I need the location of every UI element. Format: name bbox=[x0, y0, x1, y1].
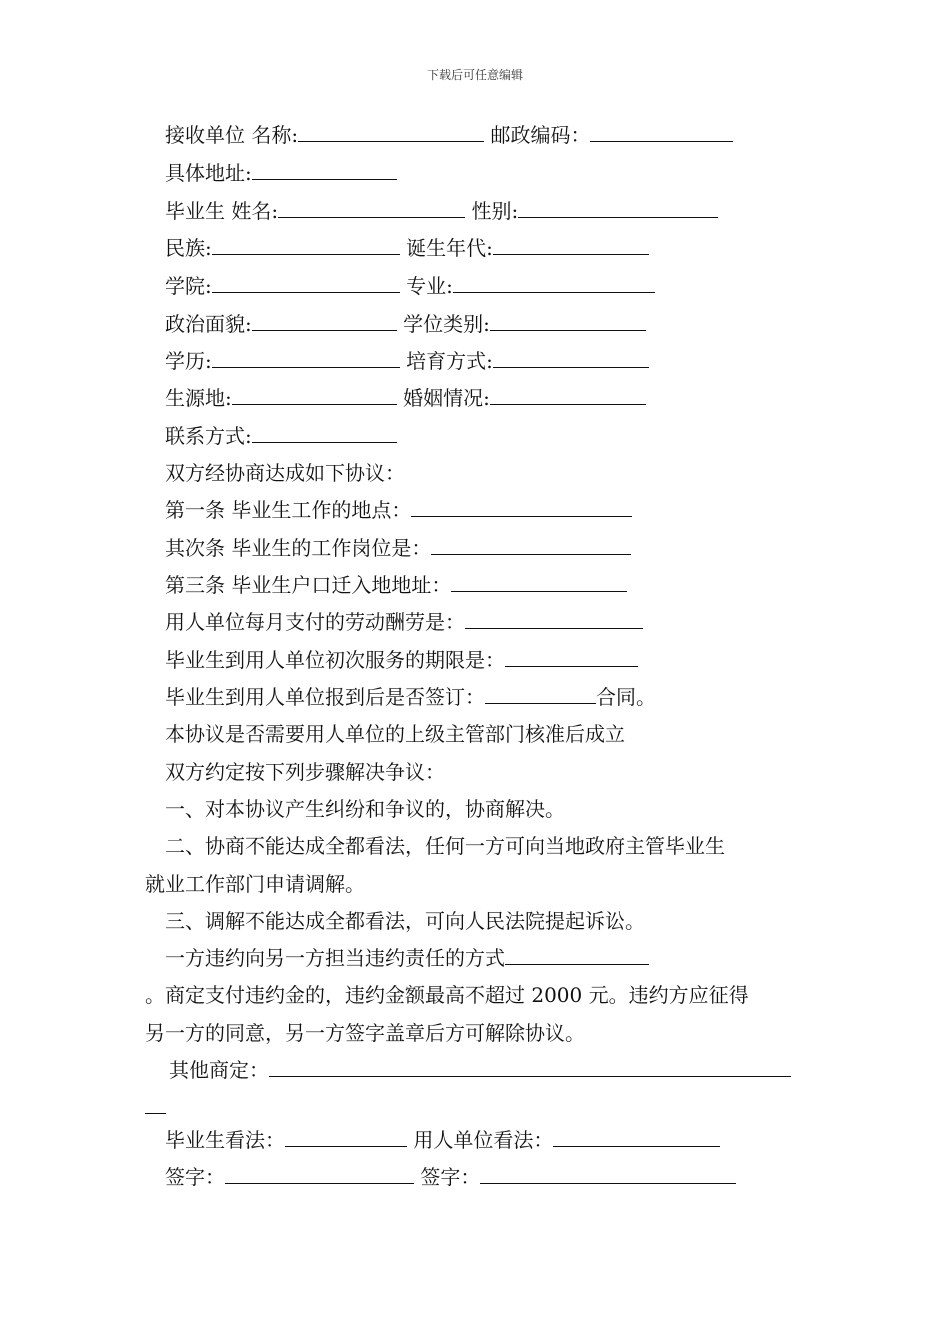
graduate-name-blank bbox=[278, 199, 465, 218]
address-label: 具体地址: bbox=[165, 161, 252, 185]
postal-code-blank bbox=[590, 123, 733, 142]
work-location-blank bbox=[411, 498, 632, 517]
salary-line bbox=[165, 609, 643, 635]
page-header: 下载后可任意编辑 bbox=[426, 68, 523, 82]
contract-suffix: 合同。 bbox=[596, 685, 656, 709]
dispute-step-3: 三、调解不能达成全都看法，可向人民法院提起诉讼。 bbox=[165, 909, 645, 933]
employer-signature-blank bbox=[480, 1165, 736, 1184]
article-1-line bbox=[165, 497, 632, 523]
contract-label: 毕业生到用人单位报到后是否签订： bbox=[165, 685, 485, 709]
ethnicity-line bbox=[165, 235, 649, 261]
breach-label: 一方违约向另一方担当违约责任的方式 bbox=[165, 946, 505, 970]
contact-line bbox=[165, 423, 397, 449]
breach-line bbox=[165, 945, 649, 971]
origin-blank bbox=[232, 386, 397, 405]
service-term-line bbox=[165, 647, 638, 673]
graduate-name-line bbox=[165, 198, 718, 224]
marital-status-blank bbox=[490, 386, 646, 405]
employer-signature-label: 签字： bbox=[414, 1165, 481, 1189]
training-mode-label: 培育方式: bbox=[399, 349, 493, 373]
dispute-step-2: 二、协商不能达成全都看法，任何一方可向当地政府主管毕业生 bbox=[165, 834, 725, 858]
opinions-line bbox=[165, 1127, 720, 1153]
contract-line bbox=[165, 684, 656, 710]
other-terms-label: 其他商定： bbox=[169, 1058, 269, 1082]
approval-line: 本协议是否需要用人单位的上级主管部门核准后成立 bbox=[165, 722, 625, 746]
graduate-signature-label: 签字： bbox=[165, 1165, 225, 1189]
article-1-label: 第一条 毕业生工作的地点： bbox=[165, 498, 412, 522]
graduate-opinion-blank bbox=[285, 1128, 407, 1147]
education-label: 学历: bbox=[165, 349, 212, 373]
article-2-line bbox=[165, 535, 631, 561]
other-terms-line bbox=[169, 1057, 791, 1083]
service-term-blank bbox=[505, 648, 638, 667]
birth-year-label: 诞生年代: bbox=[399, 236, 493, 260]
political-status-blank bbox=[252, 312, 397, 331]
breach-blank bbox=[505, 946, 649, 965]
education-blank bbox=[212, 349, 400, 368]
marital-status-label: 婚姻情况: bbox=[396, 386, 490, 410]
graduate-opinion-label: 毕业生看法： bbox=[165, 1128, 285, 1152]
address-line bbox=[165, 160, 397, 186]
major-blank bbox=[453, 274, 655, 293]
contact-blank bbox=[252, 424, 397, 443]
article-3-label: 第三条 毕业生户口迁入地地址： bbox=[165, 573, 452, 597]
address-blank bbox=[252, 161, 397, 180]
unit-name-blank bbox=[298, 123, 484, 142]
degree-type-blank bbox=[490, 312, 646, 331]
ethnicity-label: 民族: bbox=[165, 236, 212, 260]
college-line bbox=[165, 273, 655, 299]
graduate-name-label: 毕业生 姓名: bbox=[165, 199, 279, 223]
other-terms-blank bbox=[269, 1058, 791, 1077]
origin-label: 生源地: bbox=[165, 386, 232, 410]
dispute-step-1: 一、对本协议产生纠纷和争议的，协商解决。 bbox=[165, 797, 565, 821]
political-status-label: 政治面貌: bbox=[165, 312, 252, 336]
degree-type-label: 学位类别: bbox=[396, 312, 490, 336]
other-terms-continuation bbox=[145, 1094, 166, 1120]
gender-blank bbox=[518, 199, 718, 218]
postal-code-label: 邮政编码： bbox=[484, 123, 591, 147]
gender-label: 性别: bbox=[465, 199, 519, 223]
termination-line: 另一方的同意，另一方签字盖章后方可解除协议。 bbox=[145, 1021, 585, 1045]
salary-blank bbox=[465, 610, 643, 629]
dispute-step-2-cont: 就业工作部门申请调解。 bbox=[145, 872, 365, 896]
political-status-line bbox=[165, 311, 646, 337]
ethnicity-blank bbox=[212, 236, 400, 255]
birth-year-blank bbox=[493, 236, 649, 255]
contract-blank bbox=[485, 685, 596, 704]
employer-opinion-blank bbox=[553, 1128, 720, 1147]
article-3-line bbox=[165, 572, 627, 598]
article-2-label: 其次条 毕业生的工作岗位是： bbox=[165, 536, 432, 560]
penalty-line: 。商定支付违约金的，违约金额最高不超过 2000 元。违约方应征得 bbox=[145, 983, 749, 1007]
college-blank bbox=[212, 274, 400, 293]
origin-line bbox=[165, 385, 646, 411]
signatures-line bbox=[165, 1164, 736, 1190]
unit-name-label: 接收单位 名称: bbox=[165, 123, 299, 147]
job-position-blank bbox=[431, 536, 631, 555]
education-line bbox=[165, 348, 649, 374]
contact-label: 联系方式: bbox=[165, 424, 252, 448]
employer-opinion-label: 用人单位看法： bbox=[407, 1128, 554, 1152]
receiving-unit-line bbox=[165, 122, 733, 148]
college-label: 学院: bbox=[165, 274, 212, 298]
salary-label: 用人单位每月支付的劳动酬劳是： bbox=[165, 610, 465, 634]
service-term-label: 毕业生到用人单位初次服务的期限是： bbox=[165, 648, 505, 672]
agreement-intro: 双方经协商达成如下协议： bbox=[165, 461, 405, 485]
graduate-signature-blank bbox=[225, 1165, 414, 1184]
training-mode-blank bbox=[493, 349, 649, 368]
dispute-intro: 双方约定按下列步骤解决争议： bbox=[165, 760, 445, 784]
other-terms-blank-cont bbox=[145, 1095, 166, 1114]
major-label: 专业: bbox=[399, 274, 453, 298]
household-address-blank bbox=[451, 573, 627, 592]
